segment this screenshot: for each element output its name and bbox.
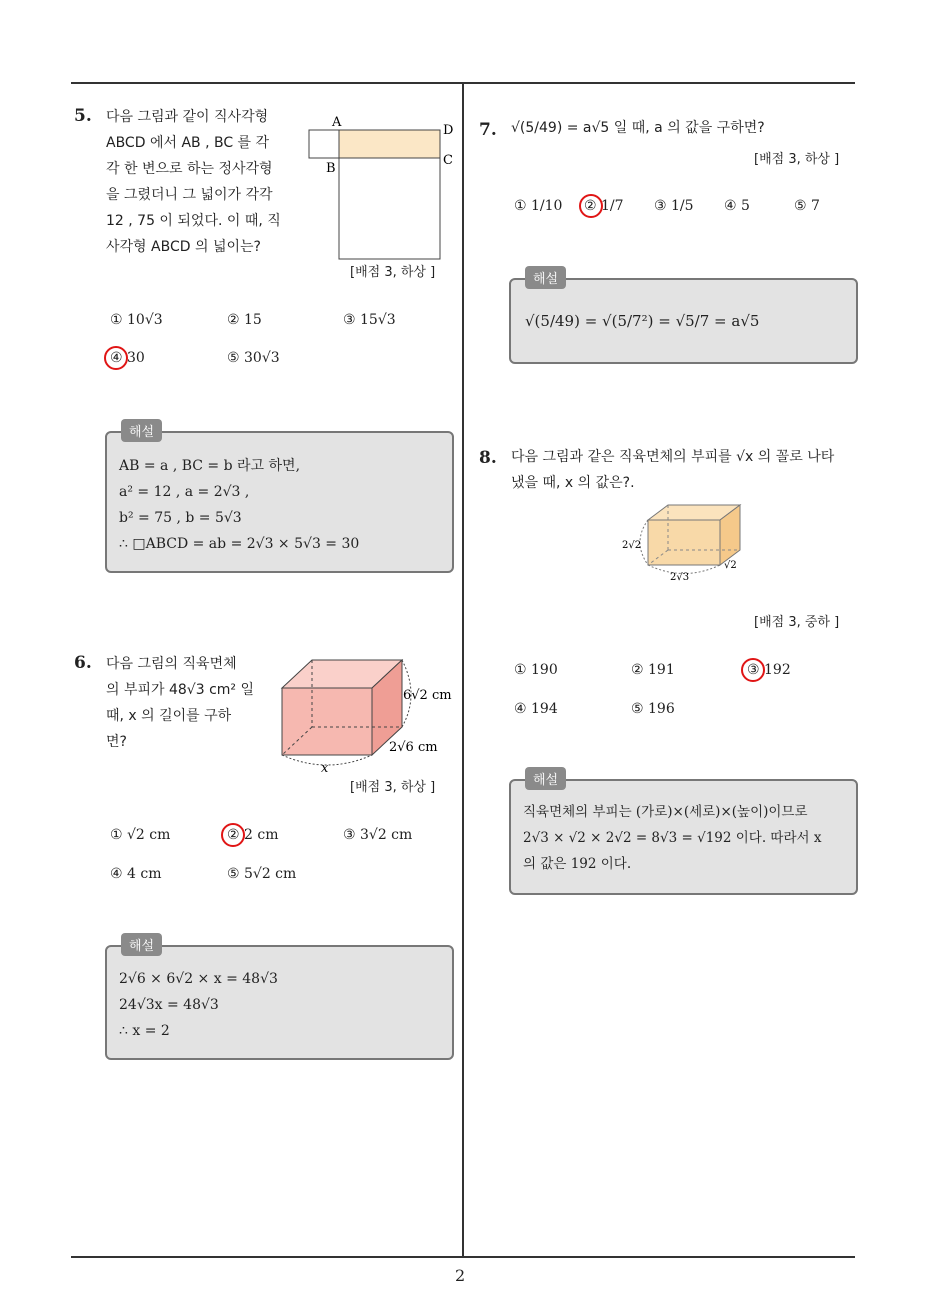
q7-score: [배점 3, 하상 ] [754,152,840,167]
q8-solution-line: 2√3 × √2 × 2√2 = 8√3 = √192 이다. 따라서 x [523,830,822,846]
q5-solution-tag: 해설 [121,419,162,442]
q5-text-line: 각 한 변으로 하는 정사각형 [106,161,273,177]
q7-solution-box [509,272,858,364]
q5-text [106,104,296,260]
q6-score: [배점 3, 하상 ] [350,780,436,795]
q8-score: [배점 3, 중하 ] [754,615,840,630]
q8-choice-5[interactable]: ⑤ 196 [631,701,675,717]
q5-label-a: A [332,115,342,130]
q8-label-height: 2√2 [622,540,642,551]
q7-solution-tag: 해설 [525,266,566,289]
answer-mark-icon [741,658,765,682]
q5-score: [배점 3, 하상 ] [350,265,436,280]
q8-text [511,444,861,496]
q5-choice-2[interactable]: ② 15 [227,312,262,328]
q8-number: 8. [479,448,497,468]
q6-number: 6. [74,653,92,673]
q5-solution-line: AB = a , BC = b 라고 하면, [119,458,301,474]
q6-solution-line: ∴ x = 2 [119,1023,170,1039]
q8-text-line: 냈을 때, x 의 값은?. [511,475,635,491]
q6-choice-5[interactable]: ⑤ 5√2 cm [227,866,297,882]
q8-solution-tag: 해설 [525,767,566,790]
page-number: 2 [455,1266,466,1285]
q7-text: √(5/49) = a√5 일 때, a 의 값을 구하면? [511,120,765,136]
q6-solution-tag: 해설 [121,933,162,956]
q7-choice-1[interactable]: ① 1/10 [514,198,563,214]
answer-mark-icon [579,194,603,218]
q6-text-line: 때, x 의 길이를 구하 [106,708,232,724]
q5-solution-box [105,425,454,573]
q6-choice-2[interactable]: ② 2 cm [227,827,279,843]
q5-solution-line: a² = 12 , a = 2√3 , [119,484,250,500]
q8-label-width: 2√3 [670,572,690,583]
q6-label-x: x [321,761,329,775]
q6-text [106,651,271,755]
q5-rectangle-figure [300,110,465,270]
q6-text-line: 다음 그림의 직육면체 [106,656,237,672]
q5-number: 5. [74,106,92,126]
q5-choice-3[interactable]: ③ 15√3 [343,312,396,328]
q5-choice-1[interactable]: ① 10√3 [110,312,163,328]
q5-text-line: 을 그렸더니 그 넓이가 각각 [106,187,273,203]
q7-choice-2[interactable]: ② 1/7 [584,198,624,214]
q8-choice-3[interactable]: ③ 192 [747,662,791,678]
q7-solution-line: √(5/49) = √(5/7²) = √5/7 = a√5 [525,312,760,330]
q6-solution-line: 24√3x = 48√3 [119,997,219,1013]
q8-text-line: 다음 그림과 같은 직육면체의 부피를 √x 의 꼴로 나타 [511,449,835,465]
q7-choice-5[interactable]: ⑤ 7 [794,198,820,214]
q6-text-line: 의 부피가 48√3 cm² 일 [106,682,255,698]
q8-solution-box [509,773,858,895]
q8-choice-2[interactable]: ② 191 [631,662,675,678]
q5-choice-4[interactable]: ④ 30 [110,350,145,366]
q8-solution-line: 직육면체의 부피는 (가로)×(세로)×(높이)이므로 [523,804,808,820]
q7-choice-3[interactable]: ③ 1/5 [654,198,694,214]
q5-solution-line: ∴ □ABCD = ab = 2√3 × 5√3 = 30 [119,536,360,552]
q5-label-b: B [326,161,336,176]
q8-choice-1[interactable]: ① 190 [514,662,558,678]
q5-label-d: D [443,123,454,138]
q8-cuboid-figure [620,500,750,585]
q6-solution-box [105,939,454,1060]
q5-text-line: ABCD 에서 AB , BC 를 각 [106,135,270,151]
q6-choice-3[interactable]: ③ 3√2 cm [343,827,413,843]
answer-mark-icon [104,346,128,370]
q8-choice-4[interactable]: ④ 194 [514,701,558,717]
q6-text-line: 면? [106,734,127,750]
q8-label-depth: √2 [724,560,737,571]
answer-mark-icon [221,823,245,847]
q5-text-line: 12 , 75 이 되었다. 이 때, 직 [106,213,281,229]
q5-choice-5[interactable]: ⑤ 30√3 [227,350,280,366]
q6-label-depth: 2√6 cm [389,740,438,755]
q8-solution-line: 의 값은 192 이다. [523,856,632,872]
q5-solution-line: b² = 75 , b = 5√3 [119,510,242,526]
q5-text-line: 다음 그림과 같이 직사각형 [106,109,269,125]
q6-label-height: 6√2 cm [403,688,452,703]
q6-choice-1[interactable]: ① √2 cm [110,827,171,843]
q7-number: 7. [479,120,497,140]
q6-cuboid-figure [275,655,465,775]
q6-choice-4[interactable]: ④ 4 cm [110,866,162,882]
bottom-rule [71,1256,855,1258]
q6-solution-line: 2√6 × 6√2 × x = 48√3 [119,971,278,987]
q7-choice-4[interactable]: ④ 5 [724,198,750,214]
q5-text-line: 사각형 ABCD 의 넓이는? [106,239,261,255]
q5-label-c: C [443,153,453,168]
